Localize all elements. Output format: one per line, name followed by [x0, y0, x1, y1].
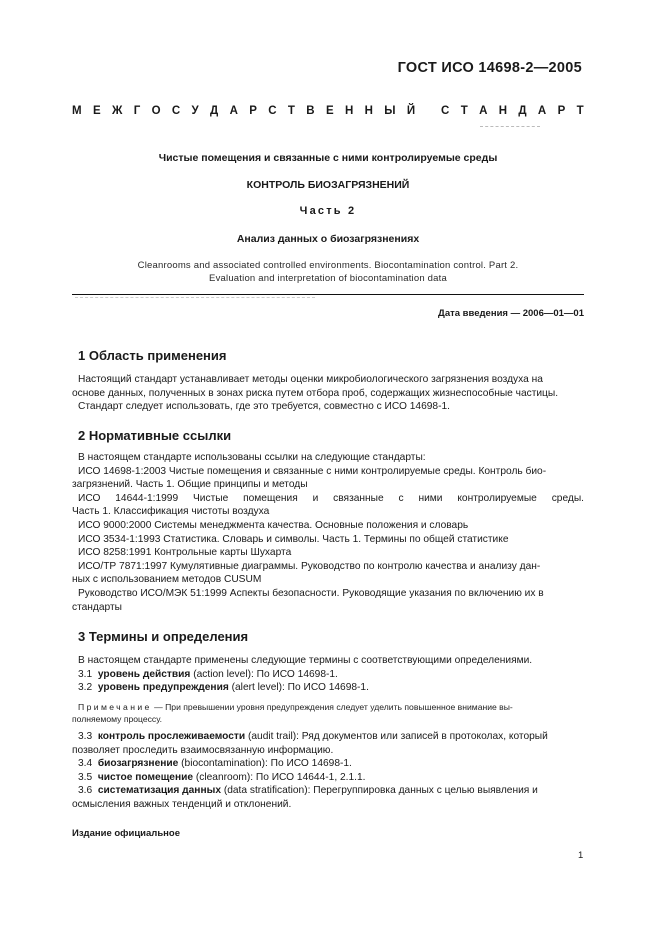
- section-3-body: [72, 654, 584, 695]
- term-3-5: [72, 771, 584, 785]
- term-definition: (audit trail): Ряд документов или записей в протоколах, который: [245, 731, 548, 742]
- term-name: контроль прослеживаемости: [97, 731, 246, 742]
- term-name: уровень действия: [97, 668, 191, 680]
- scan-artifact-dashes: [480, 126, 540, 127]
- section-3-heading: 3 Термины и определения: [78, 629, 249, 644]
- banner-letter: Д: [210, 105, 219, 117]
- reference-line: ИСО 14644-1:1999 Чистые помещения и связанные с ними контролируемые среды.: [78, 492, 584, 504]
- reference-line: ИСО 14698-1:2003 Чистые помещения и связанные с ними контролируемые среды. Контроль био-: [78, 465, 547, 477]
- section-2-heading: 2 Нормативные ссылки: [78, 428, 232, 443]
- banner-letter: Н: [344, 105, 354, 117]
- term-definition: (alert level): По ИСО 14698-1.: [228, 682, 369, 694]
- standard-type-banner: [72, 105, 584, 117]
- note-line: полняемому процессу.: [72, 714, 163, 724]
- reference-line: загрязнений. Часть 1. Общие принципы и методы: [72, 479, 308, 491]
- banner-letter: М: [72, 105, 82, 117]
- title-line-1: Чистые помещения и связанные с ними контролируемые среды: [158, 152, 498, 164]
- english-title-line-2: Evaluation and interpretation of biocontamination data: [209, 273, 447, 284]
- part-label: Часть 2: [299, 205, 357, 217]
- term-3-3: [72, 730, 584, 744]
- term-number: 3.3: [78, 731, 93, 742]
- introduction-date: Дата введения — 2006—01—01: [438, 308, 584, 319]
- paragraph-line: Настоящий стандарт устанавливает методы оценки микробиологического загрязнения воздуха на: [78, 374, 543, 385]
- reference-line: ИСО 8258:1991 Контрольные карты Шухарта: [78, 547, 292, 559]
- banner-letter: Е: [325, 105, 334, 117]
- banner-letter: Е: [92, 105, 101, 117]
- banner-gap: [426, 105, 429, 117]
- banner-letter: А: [537, 105, 547, 117]
- section-1-heading: 1 Область применения: [78, 348, 227, 363]
- english-title: [72, 259, 584, 285]
- paragraph-line: Стандарт следует использовать, где это требуется, совместно с ИСО 14698-1.: [78, 401, 450, 413]
- section-2-body: [72, 451, 584, 614]
- subtitle: Анализ данных о биозагрязнениях: [236, 233, 420, 245]
- edition-label: Издание официальное: [72, 828, 180, 839]
- banner-letter: О: [151, 105, 161, 117]
- term-number: 3.1: [78, 668, 93, 680]
- reference-line: ИСО/ТР 7871:1997 Кумулятивные диаграммы. Руководство по контролю качества и анализу дан-: [78, 560, 541, 572]
- note-line: [72, 701, 584, 713]
- term-3-6: [72, 784, 584, 798]
- banner-letter: Д: [518, 105, 527, 117]
- banner-letter: Ж: [111, 105, 123, 117]
- term-name: биозагрязнение: [97, 758, 179, 770]
- banner-letter: Г: [133, 105, 141, 117]
- term-definition: (biocontamination): По ИСО 14698-1.: [178, 758, 352, 770]
- term-number: 3.5: [78, 771, 93, 783]
- reference-line: ИСО 9000:2000 Системы менеджмента качества. Основные положения и словарь: [78, 519, 469, 531]
- term-definition: (action level): По ИСО 14698-1.: [190, 668, 338, 680]
- title-line-2: КОНТРОЛЬ БИОЗАГРЯЗНЕНИЙ: [246, 179, 410, 191]
- note-label: Примечание: [78, 702, 152, 712]
- note: [72, 701, 584, 725]
- note-text: — При превышении уровня предупреждения следует уделить повышенное внимание вы-: [151, 702, 513, 712]
- banner-letter: Р: [249, 105, 257, 117]
- term-3-1: [72, 668, 584, 682]
- reference-line: ных с использованием методов CUSUM: [72, 574, 262, 586]
- term-number: 3.6: [78, 785, 93, 797]
- reference-line: стандарты: [72, 601, 122, 613]
- standard-code: ГОСТ ИСО 14698-2—2005: [397, 60, 582, 76]
- term-3-6-continued: осмысления важных тенденций и отклонений.: [72, 798, 292, 810]
- english-title-line-1: Cleanrooms and associated controlled environments. Biocontamination control. Part 2.: [137, 260, 519, 271]
- term-3-2: [72, 681, 584, 695]
- banner-letter: С: [441, 105, 450, 117]
- term-3-3-continued: позволяет проследить взаимосвязанную информацию.: [72, 744, 334, 756]
- banner-letter: С: [268, 105, 277, 117]
- banner-letter: Й: [406, 105, 416, 117]
- term-number: 3.4: [78, 758, 93, 770]
- reference-line: ИСО 3534-1:1993 Статистика. Словарь и символы. Часть 1. Термины по общей статистике: [78, 533, 509, 545]
- banner-letter: Т: [287, 105, 295, 117]
- reference-line: Руководство ИСО/МЭК 51:1999 Аспекты безопасности. Руководящие указания по включению их в: [78, 587, 544, 599]
- banner-letter: Ы: [384, 105, 396, 117]
- banner-letter: А: [229, 105, 238, 117]
- term-definition: (data stratification): Перегруппировка данных с целью выявления и: [220, 785, 538, 797]
- term-name: чистое помещение: [97, 771, 194, 783]
- banner-letter: Н: [364, 105, 373, 117]
- term-3-4: [72, 757, 584, 771]
- term-name: систематизация данных: [97, 785, 221, 797]
- banner-letter: Т: [576, 105, 584, 117]
- banner-letter: В: [306, 105, 315, 117]
- term-number: 3.2: [78, 682, 93, 694]
- banner-letter: С: [171, 105, 181, 117]
- page-number: 1: [578, 850, 584, 861]
- paragraph-line: основе данных, полученных в зонах риска путем отбора проб, содержащих жизнеспособные частицы.: [72, 387, 559, 399]
- banner-letter: А: [479, 105, 488, 117]
- banner-letter: Р: [557, 105, 566, 117]
- paragraph-line: В настоящем стандарте применены следующие термины с соответствующими определениями.: [78, 655, 533, 666]
- banner-letter: Н: [498, 105, 508, 117]
- banner-letter: Т: [460, 105, 468, 117]
- section-1-body: [72, 373, 584, 414]
- term-name: уровень предупреждения: [97, 682, 229, 694]
- section-3-terms-continued: [72, 730, 584, 812]
- paragraph-line: В настоящем стандарте использованы ссылки на следующие стандарты:: [78, 452, 426, 463]
- banner-letter: У: [191, 105, 199, 117]
- title-divider: [72, 294, 584, 295]
- scan-artifact-dashes: [75, 297, 315, 298]
- reference-line: Часть 1. Классификация чистоты воздуха: [72, 506, 270, 518]
- term-definition: (cleanroom): По ИСО 14644-1, 2.1.1.: [193, 771, 366, 783]
